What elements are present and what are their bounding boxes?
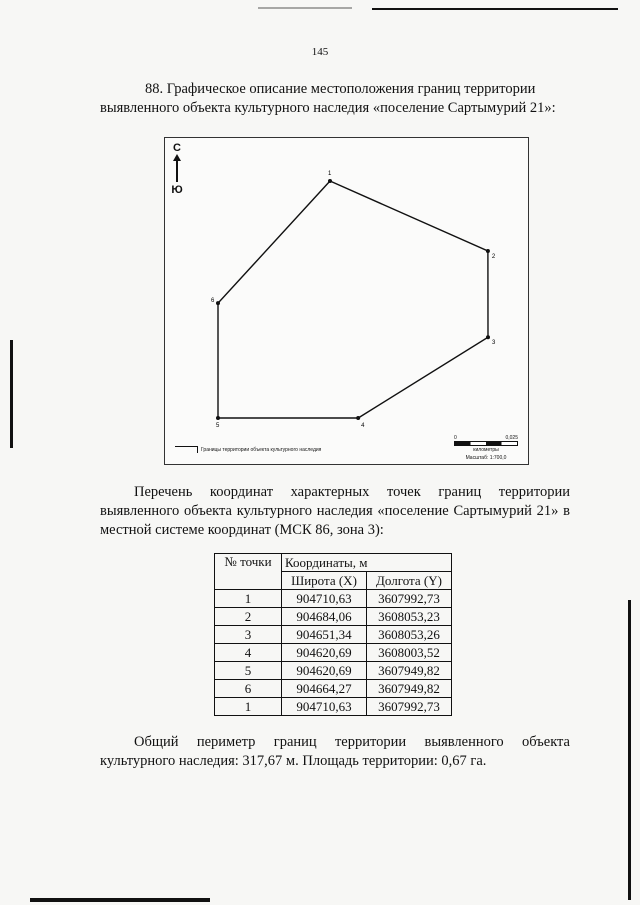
boundary-vertex bbox=[216, 301, 220, 305]
boundary-polygon-plot bbox=[165, 138, 528, 464]
point-number: 5 bbox=[215, 662, 282, 680]
north-arrow-icon bbox=[176, 156, 178, 182]
table-row bbox=[215, 662, 452, 680]
paragraph-line: местной системе координат (МСК 86, зона 3): bbox=[100, 522, 384, 538]
vertex-label: 5 bbox=[216, 423, 220, 429]
coordinate-list-intro bbox=[100, 483, 570, 540]
header-latitude: Широта (X) bbox=[282, 572, 367, 590]
legend-label: Границы территории объекта культурного наследия bbox=[201, 446, 322, 453]
compass-north-label: С bbox=[173, 142, 181, 154]
heading-line: выявленного объекта культурного наследия «поселение Сартымурий 21»: bbox=[100, 100, 556, 116]
longitude-cell: 3608053,26 bbox=[367, 626, 452, 644]
page-number: 145 bbox=[311, 46, 329, 58]
vertex-label: 6 bbox=[211, 298, 215, 305]
table-row bbox=[215, 626, 452, 644]
summary-paragraph bbox=[100, 733, 570, 771]
vertex-label: 3 bbox=[492, 340, 496, 347]
compass-south-label: Ю bbox=[171, 184, 183, 196]
scale-units: километры bbox=[473, 447, 499, 453]
point-number: 6 bbox=[215, 680, 282, 698]
paragraph-line: выявленного объекта культурного наследия «поселение Сартымурий 21» в bbox=[100, 503, 570, 519]
scan-artifact-right bbox=[628, 600, 631, 900]
scale-ratio: Масштаб: 1:700,0 bbox=[465, 455, 507, 461]
latitude-cell: 904684,06 bbox=[282, 608, 367, 626]
point-number: 1 bbox=[215, 590, 282, 608]
header-point-number: № точки bbox=[215, 554, 282, 590]
header-longitude: Долгота (Y) bbox=[367, 572, 452, 590]
table-row bbox=[215, 644, 452, 662]
longitude-cell: 3607992,73 bbox=[367, 698, 452, 716]
table-row bbox=[215, 608, 452, 626]
legend-line-icon bbox=[175, 446, 198, 453]
longitude-cell: 3607992,73 bbox=[367, 590, 452, 608]
scale-bar bbox=[454, 435, 518, 461]
longitude-cell: 3608053,23 bbox=[367, 608, 452, 626]
scale-left-tick: 0 bbox=[454, 435, 457, 441]
coordinates-table bbox=[214, 553, 452, 716]
boundary-map bbox=[164, 137, 529, 465]
longitude-cell: 3607949,82 bbox=[367, 680, 452, 698]
latitude-cell: 904651,34 bbox=[282, 626, 367, 644]
vertex-label: 4 bbox=[361, 423, 365, 429]
longitude-cell: 3608003,52 bbox=[367, 644, 452, 662]
longitude-cell: 3607949,82 bbox=[367, 662, 452, 680]
scale-right-tick: 0,025 bbox=[505, 435, 518, 441]
section-heading bbox=[100, 80, 570, 118]
latitude-cell: 904620,69 bbox=[282, 644, 367, 662]
boundary-vertex bbox=[216, 416, 220, 420]
heading-line: 88. Графическое описание местоположения границ территории bbox=[145, 81, 536, 97]
boundary-polygon bbox=[218, 181, 488, 418]
boundary-vertex bbox=[486, 249, 490, 253]
latitude-cell: 904710,63 bbox=[282, 698, 367, 716]
latitude-cell: 904710,63 bbox=[282, 590, 367, 608]
point-number: 2 bbox=[215, 608, 282, 626]
point-number: 1 bbox=[215, 698, 282, 716]
header-coordinates: Координаты, м bbox=[282, 554, 452, 572]
point-number: 3 bbox=[215, 626, 282, 644]
vertex-label: 2 bbox=[491, 254, 496, 261]
paragraph-line: культурного наследия: 317,67 м. Площадь территории: 0,67 га. bbox=[100, 753, 487, 769]
table-header-row bbox=[215, 554, 452, 572]
scan-artifact-top bbox=[372, 8, 618, 10]
scan-artifact-bottom bbox=[30, 898, 210, 902]
scan-artifact-left bbox=[10, 340, 13, 448]
paragraph-line: Перечень координат характерных точек границ территории bbox=[134, 484, 570, 500]
point-number: 4 bbox=[215, 644, 282, 662]
scan-artifact-top-left bbox=[258, 7, 352, 9]
table-row bbox=[215, 680, 452, 698]
paragraph-line: Общий периметр границ территории выявленного объекта bbox=[134, 734, 570, 750]
vertex-label: 1 bbox=[328, 171, 332, 177]
scale-bar-graphic bbox=[454, 441, 518, 446]
north-arrow bbox=[169, 142, 185, 196]
boundary-vertex bbox=[486, 335, 490, 339]
latitude-cell: 904620,69 bbox=[282, 662, 367, 680]
table-row bbox=[215, 590, 452, 608]
boundary-vertex bbox=[328, 179, 332, 183]
boundary-vertex bbox=[356, 416, 360, 420]
latitude-cell: 904664,27 bbox=[282, 680, 367, 698]
map-legend bbox=[175, 446, 321, 453]
table-row bbox=[215, 698, 452, 716]
